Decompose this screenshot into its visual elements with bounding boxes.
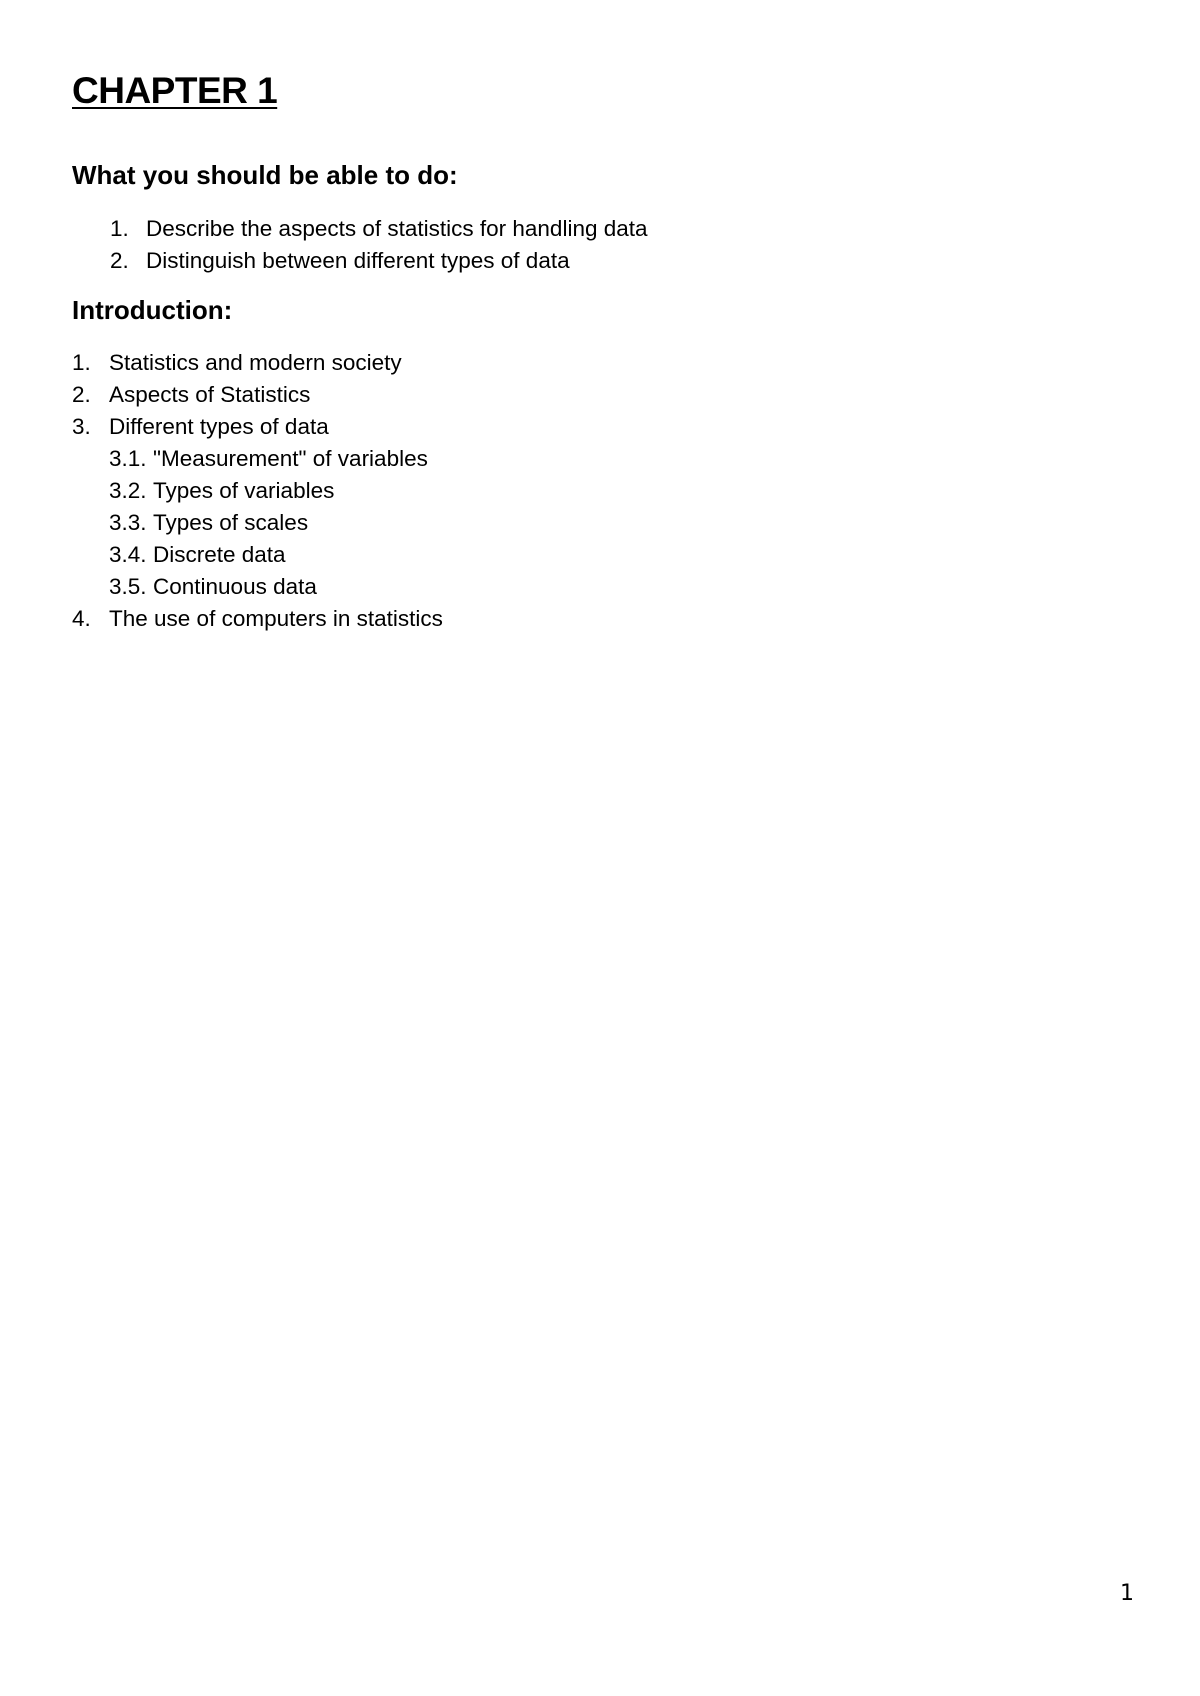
list-item-number: 1. — [110, 216, 129, 241]
list-item — [110, 245, 648, 277]
list-item-number: 3.1. — [109, 446, 147, 471]
list-item-text: "Measurement" of variables — [153, 446, 428, 471]
list-item-text: Aspects of Statistics — [109, 382, 311, 407]
list-item — [72, 411, 443, 443]
list-item-number: 3.3. — [109, 510, 147, 535]
list-item — [72, 347, 443, 379]
chapter-title: CHAPTER 1 — [72, 70, 278, 111]
list-item-text: The use of computers in statistics — [109, 606, 443, 631]
sub-list-item — [72, 475, 443, 507]
list-item — [72, 379, 443, 411]
list-item-number: 2. — [72, 382, 91, 407]
objectives-list — [110, 213, 648, 277]
sub-list-item — [72, 443, 443, 475]
list-item-number: 3. — [72, 414, 91, 439]
list-item-number: 4. — [72, 606, 91, 631]
page-number: 1 — [1120, 1581, 1134, 1606]
introduction-heading: Introduction: — [72, 295, 233, 325]
list-item-text: Discrete data — [153, 542, 286, 567]
list-item-text: Types of scales — [153, 510, 309, 535]
list-item-text: Describe the aspects of statistics for handling data — [146, 216, 648, 241]
list-item-number: 2. — [110, 248, 129, 273]
list-item-number: 3.2. — [109, 478, 147, 503]
list-item-number: 3.5. — [109, 574, 147, 599]
list-item-text: Types of variables — [153, 478, 335, 503]
sub-list-item — [72, 571, 443, 603]
objectives-heading: What you should be able to do: — [72, 160, 458, 190]
sub-list-item — [72, 507, 443, 539]
list-item-text: Statistics and modern society — [109, 350, 402, 375]
list-item-number: 1. — [72, 350, 91, 375]
list-item — [110, 213, 648, 245]
list-item-number: 3.4. — [109, 542, 147, 567]
list-item-text: Continuous data — [153, 574, 317, 599]
list-item-text: Distinguish between different types of data — [146, 248, 570, 273]
list-item — [72, 603, 443, 635]
introduction-list — [72, 347, 443, 635]
sub-list-item — [72, 539, 443, 571]
list-item-text: Different types of data — [109, 414, 329, 439]
